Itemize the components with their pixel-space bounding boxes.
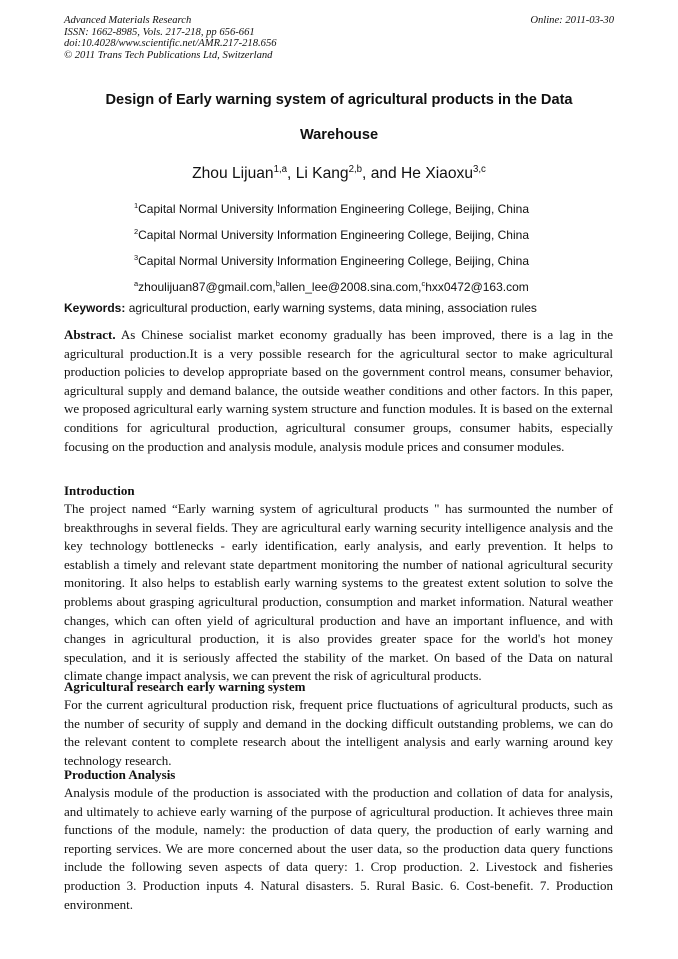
author-separator: , xyxy=(287,165,296,182)
paper-title-line2: Warehouse xyxy=(299,127,379,143)
email-superscript: b xyxy=(275,279,280,288)
author-superscript: 2,b xyxy=(348,163,363,175)
email-superscript: c xyxy=(421,279,426,288)
online-date: Online: 2011-03-30 xyxy=(530,15,614,26)
email-line xyxy=(134,280,529,294)
affiliation-superscript: 2 xyxy=(134,227,139,236)
affiliation-2 xyxy=(134,228,529,242)
keywords-label: Keywords: xyxy=(64,301,126,315)
author-separator: , and xyxy=(362,165,402,182)
email-address: zhoulijuan87@gmail.com, xyxy=(138,280,276,294)
affiliation-superscript: 3 xyxy=(134,253,139,262)
affiliation-1 xyxy=(134,202,529,216)
doi-line: doi:10.4028/www.scientific.net/AMR.217-218.656 xyxy=(64,38,277,50)
author-name: He Xiaoxu xyxy=(401,165,473,182)
email-address: allen_lee@2008.sina.com, xyxy=(279,280,422,294)
author-superscript: 3,c xyxy=(473,163,486,175)
abstract-text: As Chinese socialist market economy gradually has been improved, there is a lag in the agricultural production.It is a very possible research for the agricultural sector to make agricultural production policies to develop appropriate based on the government control means, consumer behavior, agricultural supply and demand balance, the outside weather conditions and other factors. In this paper, we proposed agricultural early warning system structure and function modules. It is based on the external conditions for agricultural production, agricultural consumer groups, consumer habits, especially focusing on the production and analysis module, analysis module prices and consumer modules. xyxy=(64,327,613,454)
introduction-paragraph: The project named “Early warning system of agricultural products " has surmounted the number of breakthroughs in several fields. They are agricultural early warning security intelligence analysis and the key technology bottlenecks - early identification, early analysis, and early prevention. It helps to establish a timely and relevant state department monitoring the number of national agricultural security monitoring. It also helps to establish early warning systems to the greatest extent solution to solve the problems about grasping agricultural production, consumption and market information. Natural weather changes, which can often yield of agricultural production and have an important influence, and with changes in agricultural production, it is also provides greater space for the world's hot money speculation, and it is seriously affected the stability of the market. On based of the Data on natural climate change impact analysis, we can prevent the risk of agricultural products. xyxy=(64,501,613,684)
affiliation-text: Capital Normal University Information Engineering College, Beijing, China xyxy=(138,228,529,242)
production-analysis-heading: Production Analysis xyxy=(64,767,176,782)
journal-name: Advanced Materials Research xyxy=(64,15,192,26)
ars-paragraph: For the current agricultural production risk, frequent price fluctuations of agricultural products, such as the number of security of supply and demand in the docking difficult outstanding problems, we can do the relevant content to complete research about the intelligent analysis and early warning around key technology research. xyxy=(64,697,613,768)
ars-heading: Agricultural research early warning system xyxy=(64,679,306,694)
copyright-line: © 2011 Trans Tech Publications Ltd, Switzerland xyxy=(64,49,273,61)
keywords-text: agricultural production, early warning systems, data mining, association rules xyxy=(125,301,537,315)
issn-line: ISSN: 1662-8985, Vols. 217-218, pp 656-661 xyxy=(64,26,255,38)
affiliation-3 xyxy=(134,254,529,268)
production-analysis-paragraph: Analysis module of the production is associated with the production and collation of data for analysis, and ultimately to achieve early warning of the purpose of agricultural production. It achieves three main functions of the module, namely: the production of data query, the production of early warning and reporting services. We are more concerned about the user data, so the production data query functions include the following seven aspects of data query: 1. Crop production. 2. Livestock and fisheries production 3. Production inputs 4. Natural disasters. 5. Rural Basic. 6. Cost-benefit. 7. Production environment. xyxy=(64,785,613,912)
keywords-line xyxy=(64,301,537,315)
affiliation-text: Capital Normal University Information Engineering College, Beijing, China xyxy=(138,254,529,268)
author-superscript: 1,a xyxy=(273,163,288,175)
journal-header xyxy=(64,15,277,61)
email-superscript: a xyxy=(134,279,139,288)
affiliation-superscript: 1 xyxy=(134,201,139,210)
paper-title-line1: Design of Early warning system of agricultural products in the Data xyxy=(105,92,573,108)
email-address: hxx0472@163.com xyxy=(425,280,529,294)
abstract-label: Abstract. xyxy=(64,327,116,342)
introduction-heading: Introduction xyxy=(64,483,135,498)
author-name: Li Kang xyxy=(295,165,349,182)
author-list xyxy=(64,165,614,183)
affiliation-text: Capital Normal University Information Engineering College, Beijing, China xyxy=(138,202,529,216)
abstract-paragraph xyxy=(64,326,613,456)
author-name: Zhou Lijuan xyxy=(192,165,274,182)
